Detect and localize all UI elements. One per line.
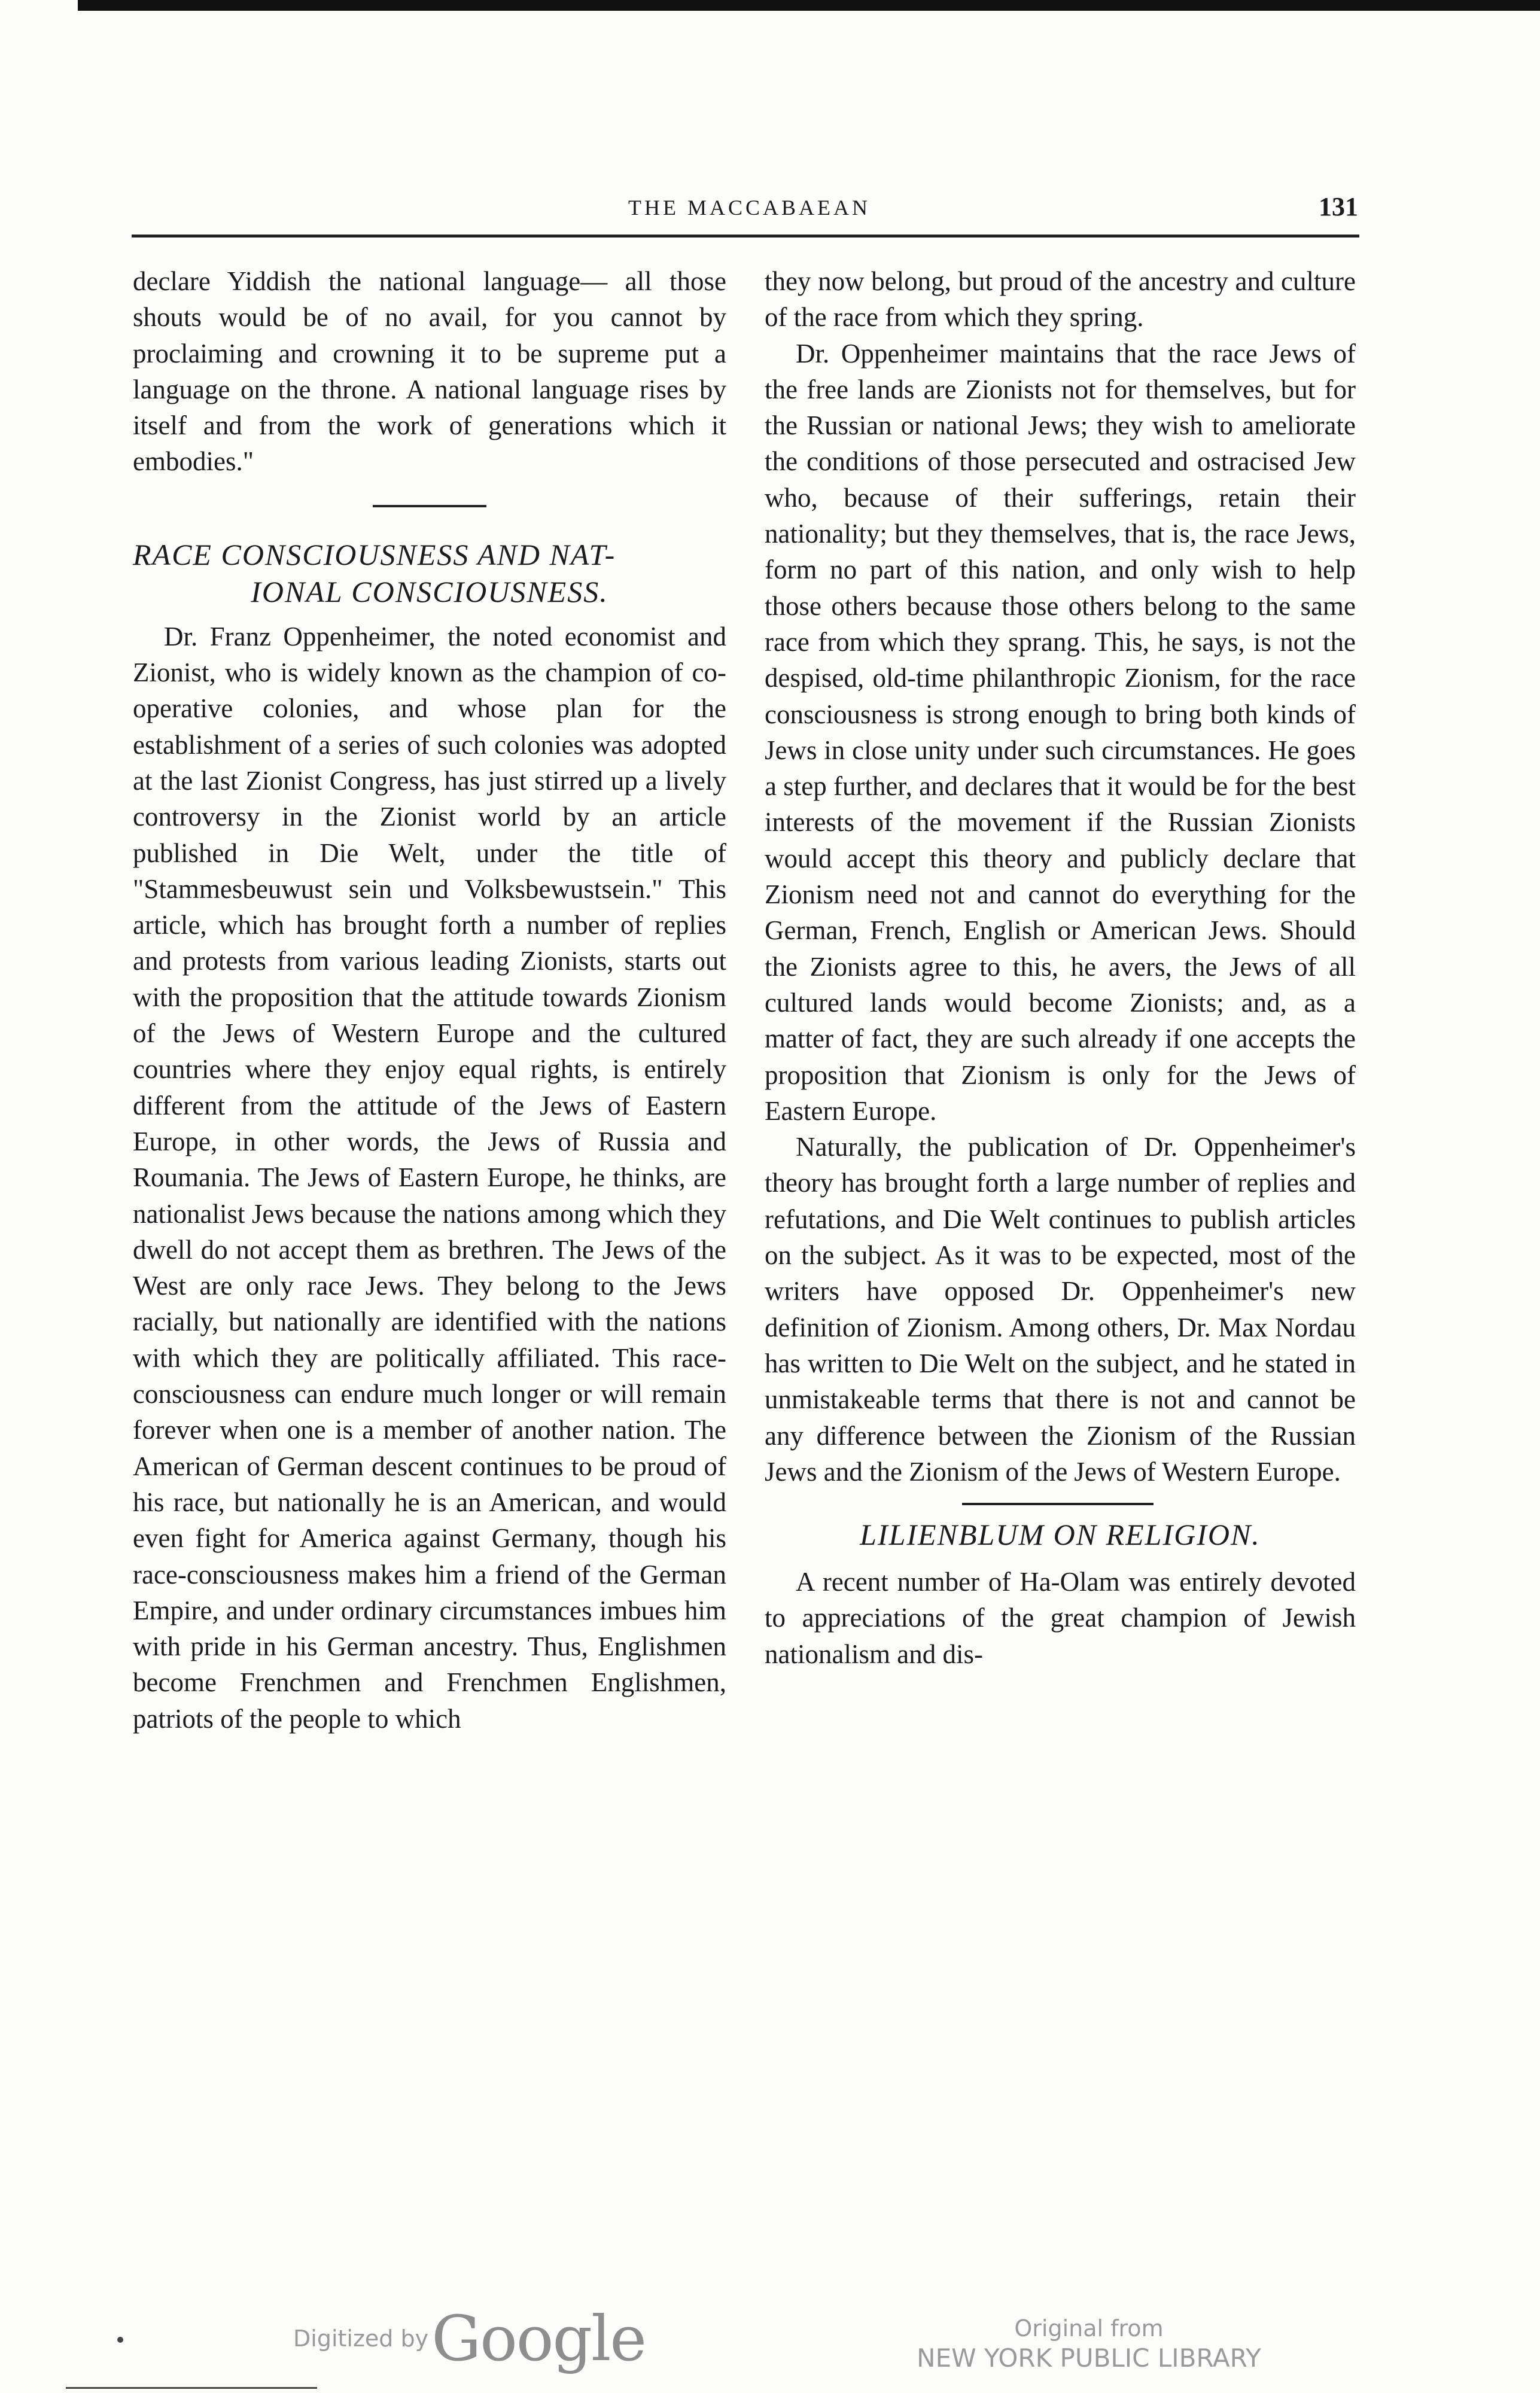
- library-name: NEW YORK PUBLIC LIBRARY: [917, 2343, 1261, 2373]
- running-title: THE MACCABAEAN: [628, 196, 871, 220]
- digitized-by-text: Digitized by: [293, 2325, 429, 2352]
- section-title-line-2: IONAL CONSCIOUSNESS.: [251, 574, 608, 608]
- section-title-race-consciousness: [133, 536, 726, 610]
- section-title-line-1: RACE CONSCIOUSNESS AND NAT-: [133, 537, 616, 571]
- left-paragraph-1: declare Yiddish the national language— all those shouts would be of no avail, for you cannot by proclaiming and crowning it to be supreme put a language on the throne. A national language rises by itself and from the work of generations which it embodies.": [133, 266, 726, 477]
- bottom-edge-rule: [66, 2387, 317, 2389]
- top-edge-rule: [78, 0, 1540, 11]
- right-paragraph-3: Naturally, the publication of Dr. Oppenheimer's theory has brought forth a large number of replies and refutations, and Die Welt continues to publish articles on the subject. As it was to be expected, most of the writers have opposed Dr. Oppenheimer's new definition of Zionism. Among others, Dr. Max Nordau has written to Die Welt on the subject, and he stated in unmistakeable terms that there is not and cannot be any difference between the Zionism of the Russian Jews and the Zionism of the Jews of Western Europe.: [765, 1132, 1356, 1487]
- google-logo: Google: [431, 2302, 646, 2375]
- scan-speck: [117, 2337, 123, 2343]
- right-paragraph-4: A recent number of Ha-Olam was entirely devoted to appreciations of the great champion of Jewish nationalism and dis-: [765, 1567, 1356, 1669]
- section-separator: [373, 505, 486, 507]
- running-header: [138, 192, 1358, 231]
- section-title-lilienblum: LILIENBLUM ON RELIGION.: [860, 1518, 1261, 1552]
- header-rule: [132, 235, 1359, 238]
- left-column: [133, 263, 726, 1737]
- left-paragraph-2: Dr. Franz Oppenheimer, the noted economist and Zionist, who is widely known as the champion of co-operative colonies, and whose plan for the establishment of a series of such colonies was adopted at the last Zionist Congress, has just stirred up a lively controversy in the Zionist world by an article published in Die Welt, under the title of "Stammesbeuwust sein und Volksbewustsein." This article, which has brought forth a number of replies and protests from various leading Zionists, starts out with the proposition that the attitude towards Zionism of the Jews of Western Europe and the cultured countries where they enjoy equal rights, is entirely different from the attitude of the Jews of Eastern Europe, in other words, the Jews of Russia and Roumania. The Jews of Eastern Europe, he thinks, are nationalist Jews because the nations among which they dwell do not accept them as brethren. The Jews of the West are only race Jews. They belong to the Jews racially, but nationally are identified with the nations with which they are politically affiliated. This race-consciousness can endure much longer or will remain forever when one is a member of another nation. The American of German descent continues to be proud of his race, but nationally he is an American, and would even fight for America against Germany, though his race-consciousness makes him a friend of the German Empire, and under ordinary circumstances imbues him with pride in his German ancestry. Thus, Englishmen become Frenchmen and Frenchmen Englishmen, patriots of the people to which: [133, 621, 726, 1734]
- right-column: [765, 263, 1356, 1672]
- right-paragraph-2: Dr. Oppenheimer maintains that the race Jews of the free lands are Zionists not for themselves, but for the Russian or national Jews; they wish to ameliorate the conditions of those persecuted and ostracised Jew who, because of their sufferings, retain their nationality; but they themselves, that is, the race Jews, form no part of this nation, and only wish to help those others because those others belong to the same race from which they sprang. This, he says, is not the despised, old-time philanthropic Zionism, for the race consciousness is strong enough to bring both kinds of Jews in close unity under such circumstances. He goes a step further, and declares that it would be for the best interests of the movement if the Russian Zionists would accept this theory and publicly declare that Zionism need not and cannot do everything for the German, French, English or American Jews. Should the Zionists agree to this, he avers, the Jews of all cultured lands would become Zionists; and, as a matter of fact, they are such already if one accepts the proposition that Zionism is only for the Jews of Eastern Europe.: [765, 338, 1356, 1126]
- right-paragraph-1: they now belong, but proud of the ancestry and culture of the race from which they spring.: [765, 266, 1356, 333]
- page-number: 131: [1319, 192, 1358, 221]
- original-from-text: Original from: [1014, 2315, 1164, 2342]
- library-watermark: [897, 2314, 1280, 2374]
- section-separator-right: [962, 1503, 1154, 1505]
- digitized-by-google-watermark: [293, 2302, 646, 2375]
